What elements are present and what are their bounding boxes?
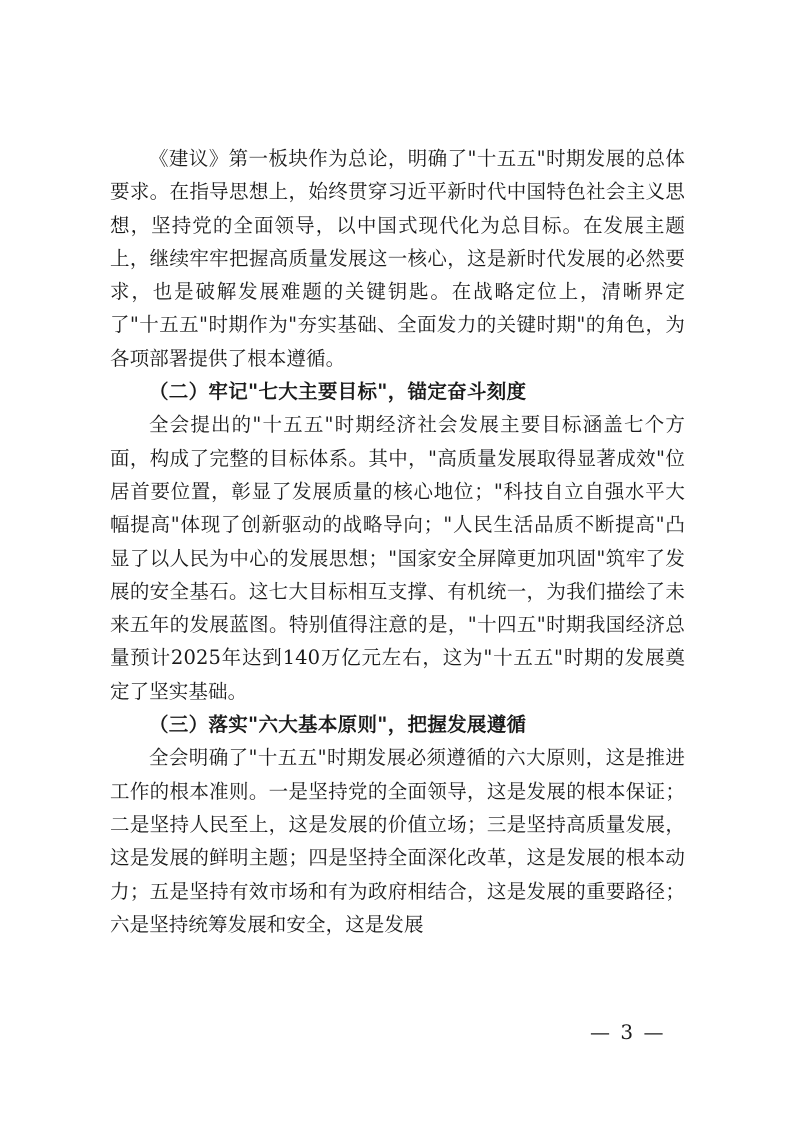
section-heading-two: （二）牢记"七大主要目标"，锚定奋斗刻度	[149, 380, 527, 404]
section-heading-three: （三）落实"六大基本原则"，把握发展遵循	[149, 713, 527, 737]
document-body	[110, 142, 685, 941]
page-number: — 3 —	[590, 1020, 666, 1044]
paragraph-basic-principles: 全会明确了"十五五"时期发展必须遵循的六大原则，这是推进工作的根本准则。一是坚持党的全面领导，这是发展的根本保证；二是坚持人民至上，这是发展的价值立场；三是坚持高质量发展，这是发展的鲜明主题；四是坚持全面深化改革，这是发展的根本动力；五是坚持有效市场和有为政府相结合，这是发展的重要路径；六是坚持统筹发展和安全，这是发展	[110, 746, 685, 936]
paragraph-main-goals: 全会提出的"十五五"时期经济社会发展主要目标涵盖七个方面，构成了完整的目标体系。其中，"高质量发展取得显著成效"位居首要位置，彰显了发展质量的核心地位；"科技自立自强水平大幅提高"体现了创新驱动的战略导向；"人民生活品质不断提高"凸显了以人民为中心的发展思想；"国家安全屏障更加巩固"筑牢了发展的安全基石。这七大目标相互支撑、有机统一，为我们描绘了未来五年的发展蓝图。特别值得注意的是，"十四五"时期我国经济总量预计2025年达到140万亿元左右，这为"十五五"时期的发展奠定了坚实基础。	[110, 413, 685, 703]
paragraph-general-requirements: 《建议》第一板块作为总论，明确了"十五五"时期发展的总体要求。在指导思想上，始终贯穿习近平新时代中国特色社会主义思想，坚持党的全面领导，以中国式现代化为总目标。在发展主题上，继续牢牢把握高质量发展这一核心，这是新时代发展的必然要求，也是破解发展难题的关键钥匙。在战略定位上，清晰界定了"十五五"时期作为"夯实基础、全面发力的关键时期"的角色，为各项部署提供了根本遵循。	[110, 147, 685, 370]
